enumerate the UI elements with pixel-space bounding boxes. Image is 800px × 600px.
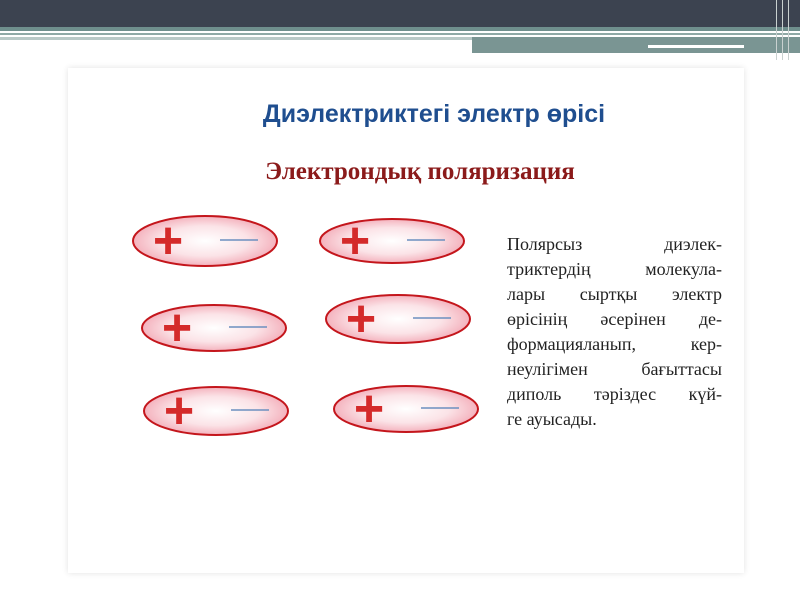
molecule-3: [142, 299, 286, 357]
molecule-1: [133, 215, 277, 270]
description-line: Полярсыз диэлек-: [507, 234, 722, 254]
positive-charge-icon: +: [353, 380, 385, 438]
description-line: формацияланып, кер-: [507, 334, 722, 354]
molecule-2: [320, 215, 464, 270]
description-line: ге ауысады.: [507, 409, 597, 429]
description-line: өрісінің әсерінен де-: [507, 309, 722, 329]
molecule-6: [334, 380, 478, 438]
header-light-stripe: [0, 37, 472, 40]
polarization-description: [507, 232, 722, 432]
header-right-band: [472, 37, 800, 53]
molecule-4: [326, 290, 470, 348]
header-dark-bar: [0, 0, 800, 27]
positive-charge-icon: +: [152, 215, 184, 270]
description-line: диполь тәріздес күй-: [507, 384, 722, 404]
header-teal-stripe: [0, 27, 800, 31]
positive-charge-icon: +: [163, 382, 195, 440]
description-line: триктердің молекула-: [507, 259, 722, 279]
positive-charge-icon: +: [345, 290, 377, 348]
positive-charge-icon: +: [339, 215, 371, 270]
description-line: неулігімен бағыттасы: [507, 359, 722, 379]
slide-title: Диэлектриктегі электр өрісі: [262, 100, 606, 128]
molecule-5: [144, 382, 288, 440]
positive-charge-icon: +: [161, 299, 193, 357]
polarization-diagram: [120, 215, 500, 465]
header-right-lines: [772, 0, 800, 60]
header-teal-stripe-thin: [0, 33, 800, 35]
header-right-highlight: [648, 45, 744, 48]
description-line: лары сыртқы электр: [507, 284, 722, 304]
slide-subtitle: Электрондық поляризация: [265, 158, 575, 185]
